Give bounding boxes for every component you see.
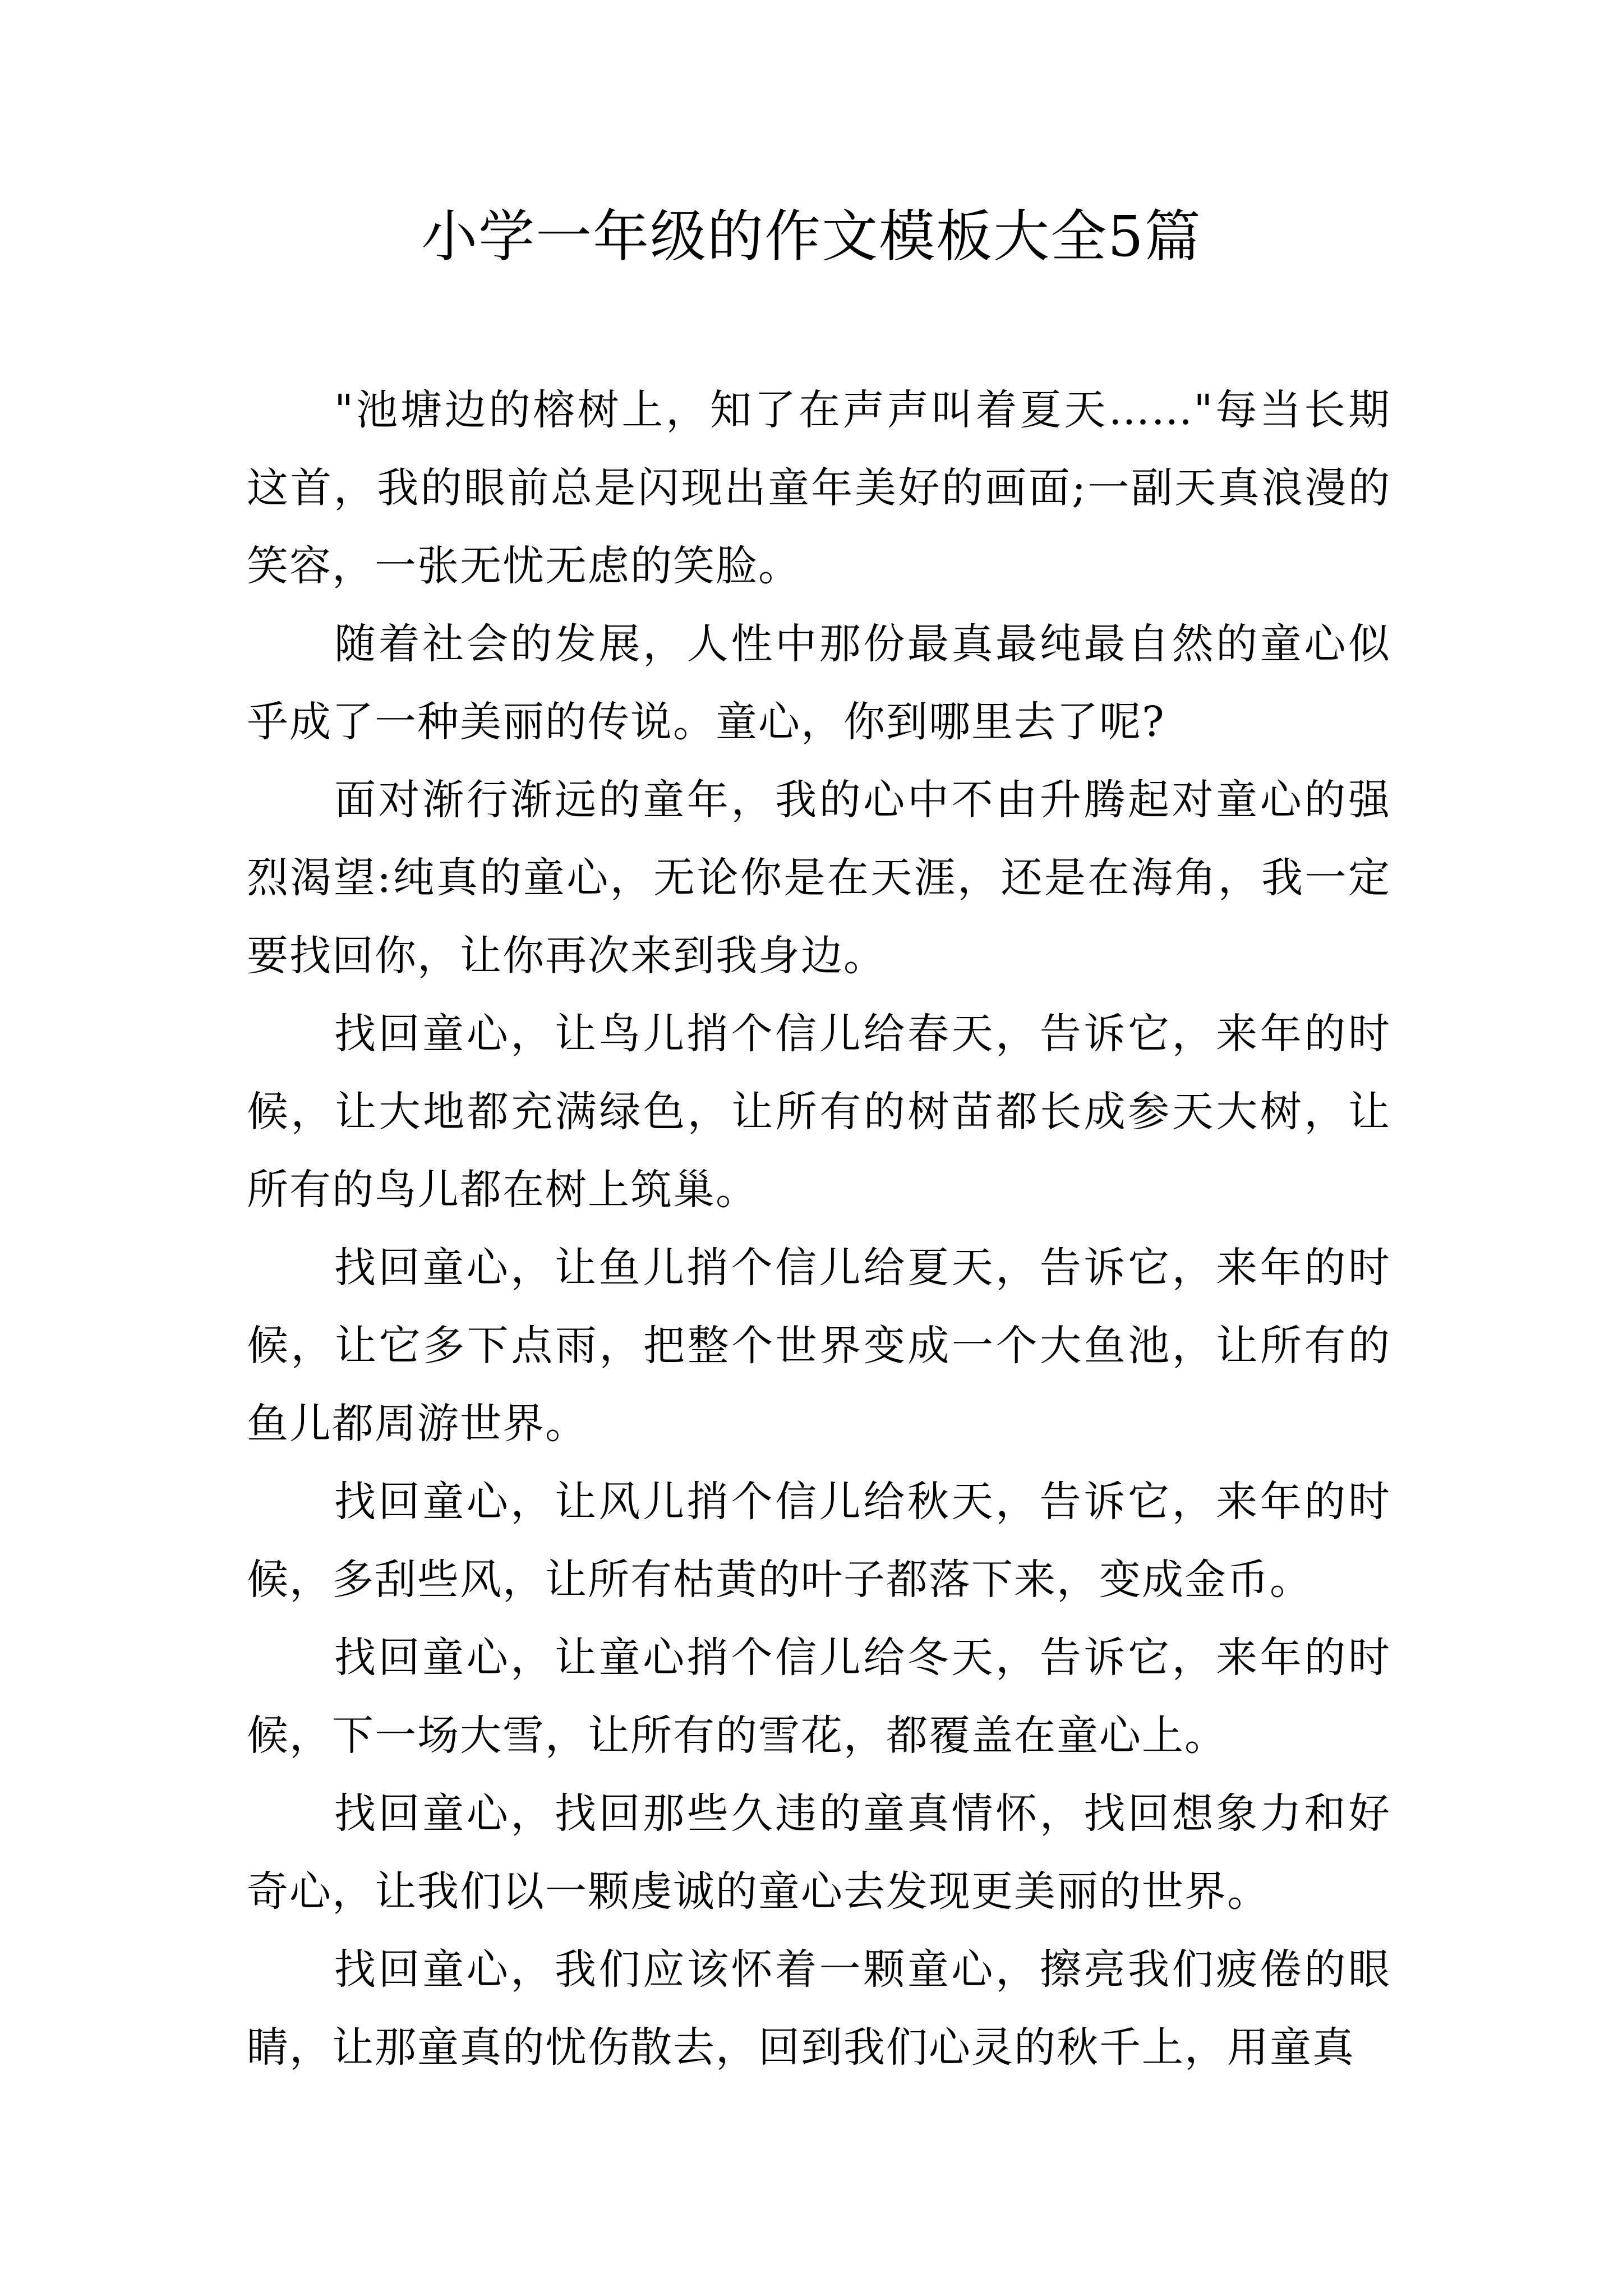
paragraph-6: 找回童心，让风儿捎个信儿给秋天，告诉它，来年的时候，多刮些风，让所有枯黄的叶子都落下来，变成金币。 xyxy=(247,1478,1391,1604)
paragraph-1: "池塘边的榕树上，知了在声声叫着夏天……"每当长期这首，我的眼前总是闪现出童年美好的画面;一副天真浪漫的笑容，一张无忧无虑的笑脸。 xyxy=(247,386,1391,590)
paragraph-5: 找回童心，让鱼儿捎个信儿给夏天，告诉它，来年的时候，让它多下点雨，把整个世界变成一个大鱼池，让所有的鱼儿都周游世界。 xyxy=(247,1244,1391,1448)
paragraph-2: 随着社会的发展，人性中那份最真最纯最自然的童心似乎成了一种美丽的传说。童心，你到哪里去了呢? xyxy=(247,620,1391,746)
paragraph-8: 找回童心，找回那些久违的童真情怀，找回想象力和好奇心，让我们以一颗虔诚的童心去发现更美丽的世界。 xyxy=(247,1789,1391,1916)
paragraph-3: 面对渐行渐远的童年，我的心中不由升腾起对童心的强烈渴望:纯真的童心，无论你是在天涯，还是在海角，我一定要找回你，让你再次来到我身边。 xyxy=(247,776,1391,980)
document-title: 小学一年级的作文模板大全5篇 xyxy=(421,204,1202,269)
paragraph-9: 找回童心，我们应该怀着一颗童心，擦亮我们疲倦的眼睛，让那童真的忧伤散去，回到我们心灵的秋千上，用童真 xyxy=(247,1945,1391,2072)
paragraph-7: 找回童心，让童心捎个信儿给冬天，告诉它，来年的时候，下一场大雪，让所有的雪花，都覆盖在童心上。 xyxy=(247,1634,1391,1760)
document-body xyxy=(247,371,1391,2087)
paragraph-4: 找回童心，让鸟儿捎个信儿给春天，告诉它，来年的时候，让大地都充满绿色，让所有的树苗都长成参天大树，让所有的鸟儿都在树上筑巢。 xyxy=(247,1010,1391,1214)
